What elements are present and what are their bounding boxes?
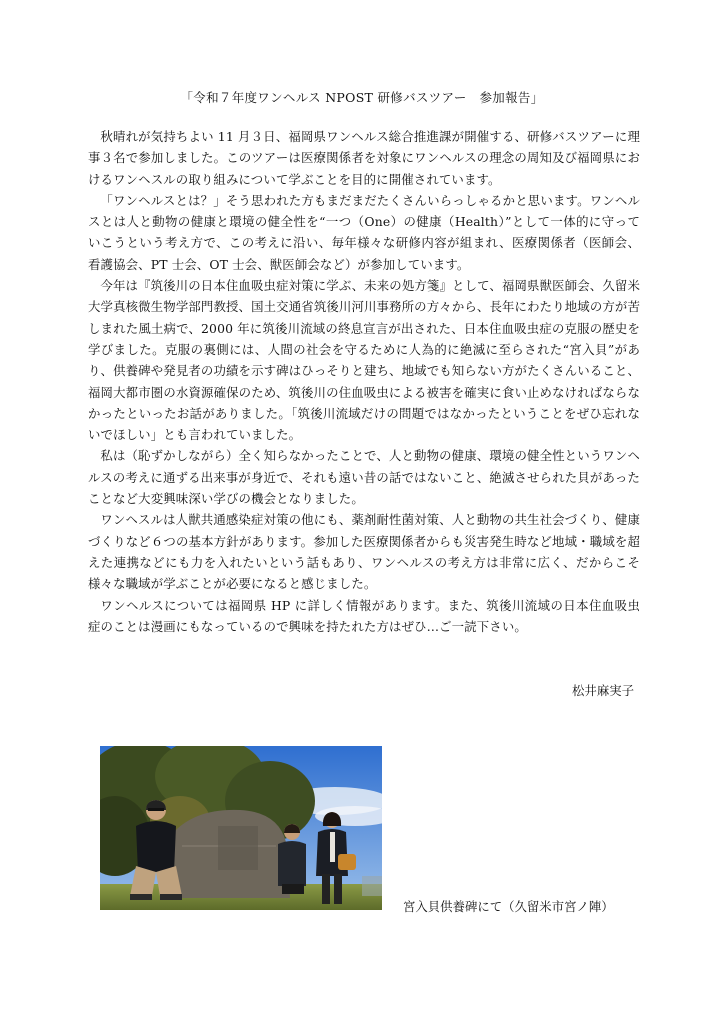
photo-illustration xyxy=(100,746,382,910)
paragraph-more-info: ワンヘルスについては福岡県 HP に詳しく情報があります。また、筑後川流域の日本住血吸虫症のことは漫画にもなっているので興味を持たれた方はぜひ…ご一読下さい。 xyxy=(88,597,640,634)
page-title: 「令和７年度ワンヘルス NPOST 研修バスツアー 参加報告」 xyxy=(180,90,544,105)
paragraph-chikugo-history: 今年は『筑後川の日本住血吸虫症対策に学ぶ、未来の処方箋』として、福岡県獣医師会、久留米大学真核微生物学部門教授、国土交通省筑後川河川事務所の方々から、長年にわたり地域の方が苦しまれた風土病で、2000 年に筑後川流域の終息宣言が出された、日本住血吸虫症の克服の歴史を学びました。克服の裏側には、人間の社会を守るために人為的に絶滅に至らされた“宮入貝”があり、供養碑や発見者の功績を示す碑はひっそりと建ち、地域でも知らない方がたくさんいること、福岡大都市圏の水資源確保のため、筑後川の住血吸虫による被害を確実に食い止めなければならなかったといったお話がありました。「筑後川流域だけの問題ではなかったということをぜひ忘れないでほしい」とも言われていました。 xyxy=(88,278,640,443)
bag xyxy=(338,854,356,870)
author-signature: 松井麻実子 xyxy=(572,683,634,698)
group-photo xyxy=(100,746,382,910)
report-body xyxy=(88,126,640,637)
paragraph-reflection: 私は（恥ずかしながら）全く知らなかったことで、人と動物の健康、環境の健全性というワンヘルスの考えに通ずる出来事が身近で、それも遠い昔の話ではないこと、絶滅させられた貝があったことなど大変興味深い学びの機会となりました。 xyxy=(88,448,640,507)
paragraph-intro: 秋晴れが気持ちよい 11 月３日、福岡県ワンヘルス総合推進課が開催する、研修バスツアーに理事３名で参加しました。このツアーは医療関係者を対象にワンヘルスの理念の周知及び福岡県におけるワンヘスルの取り組みについて学ぶことを目的に開催されています。 xyxy=(88,129,640,187)
photo-caption: 宮入貝供養碑にて（久留米市宮ノ陣） xyxy=(403,899,614,914)
paragraph-one-health: 「ワンヘルスとは？」そう思われた方もまだまだたくさんいらっしゃるかと思います。ワンヘルスとは人と動物の健康と環境の健全性を“一つ（One）の健康（Health）”として一体的に守っていこうという考え方で、この考えに沿い、毎年様々な研修内容が組まれ、医療関係者（医師会、看護協会、PT 士会、OT 士会、獣医師会など）が参加しています。 xyxy=(88,192,640,272)
paragraph-policies: ワンヘスルは人獣共通感染症対策の他にも、薬剤耐性菌対策、人と動物の共生社会づくり、健康づくりなど６つの基本方針があります。参加した医療関係者からも災害発生時など地域・職域を超えた連携などにも力を入れたいという話もあり、ワンヘルスの考え方は非常に広く、だからこそ様々な職域が学ぶことが必要になると感じました。 xyxy=(88,512,640,592)
